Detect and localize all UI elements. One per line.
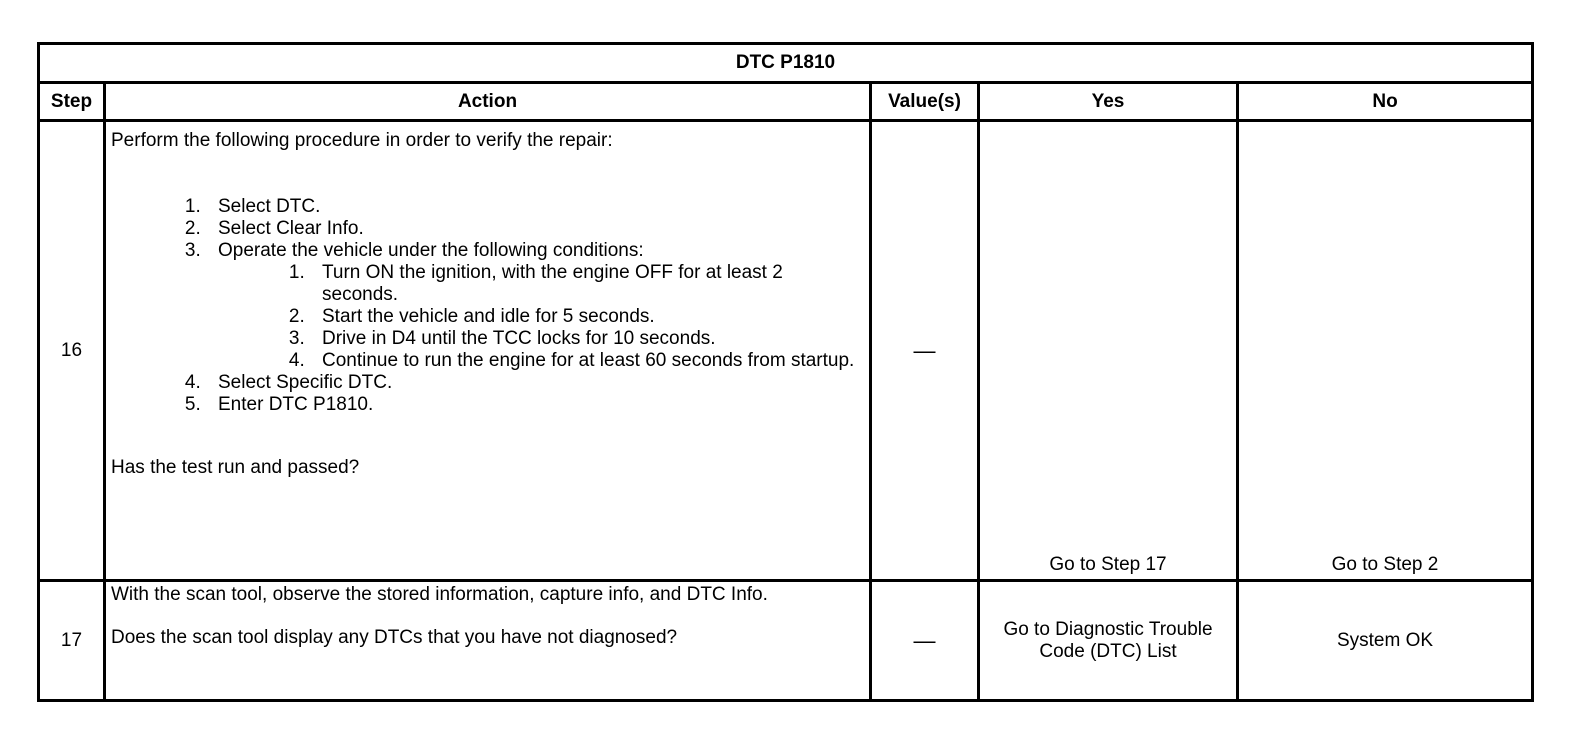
step-number: 17 xyxy=(39,581,105,701)
table-row-step-16 xyxy=(39,121,1533,581)
value-cell: — xyxy=(871,121,979,581)
table-row-step-17 xyxy=(39,581,1533,701)
yes-cell xyxy=(979,581,1238,701)
header-step: Step xyxy=(39,83,105,121)
header-row xyxy=(39,83,1533,121)
condition-step: 4. Continue to run the engine for at least 60 seconds from startup. xyxy=(310,350,863,372)
procedure-step xyxy=(206,240,863,372)
header-yes: Yes xyxy=(979,83,1238,121)
action-cell xyxy=(105,121,871,581)
no-cell: Go to Step 2 xyxy=(1238,121,1533,581)
procedure-list xyxy=(111,196,863,416)
dtc-table xyxy=(37,42,1534,702)
action-question: Has the test run and passed? xyxy=(111,457,360,478)
header-values: Value(s) xyxy=(871,83,979,121)
action-intro: Perform the following procedure in order to verify the repair: xyxy=(111,130,613,151)
action-cell xyxy=(105,581,871,701)
procedure-step: 5. Enter DTC P1810. xyxy=(206,394,863,416)
title-row xyxy=(39,44,1533,83)
action-intro: With the scan tool, observe the stored information, capture info, and DTC Info. xyxy=(111,584,768,605)
yes-link-text: Go to Diagnostic Trouble Code (DTC) List xyxy=(1003,618,1213,662)
condition-step: 2. Start the vehicle and idle for 5 seconds. xyxy=(310,306,863,328)
header-no: No xyxy=(1238,83,1533,121)
condition-list xyxy=(218,262,863,372)
procedure-step: 2. Select Clear Info. xyxy=(206,218,863,240)
condition-step: 1. Turn ON the ignition, with the engine OFF for at least 2 seconds. xyxy=(310,262,863,306)
value-cell: — xyxy=(871,581,979,701)
procedure-step: 4. Select Specific DTC. xyxy=(206,372,863,394)
header-action: Action xyxy=(105,83,871,121)
yes-cell: Go to Step 17 xyxy=(979,121,1238,581)
step-number: 16 xyxy=(39,121,105,581)
condition-step: 3. Drive in D4 until the TCC locks for 10 seconds. xyxy=(310,328,863,350)
no-cell: System OK xyxy=(1238,581,1533,701)
table-title: DTC P1810 xyxy=(39,44,1533,83)
action-question: Does the scan tool display any DTCs that you have not diagnosed? xyxy=(111,627,678,648)
procedure-step: 1. Select DTC. xyxy=(206,196,863,218)
procedure-step-text: Operate the vehicle under the following conditions: xyxy=(218,240,644,261)
